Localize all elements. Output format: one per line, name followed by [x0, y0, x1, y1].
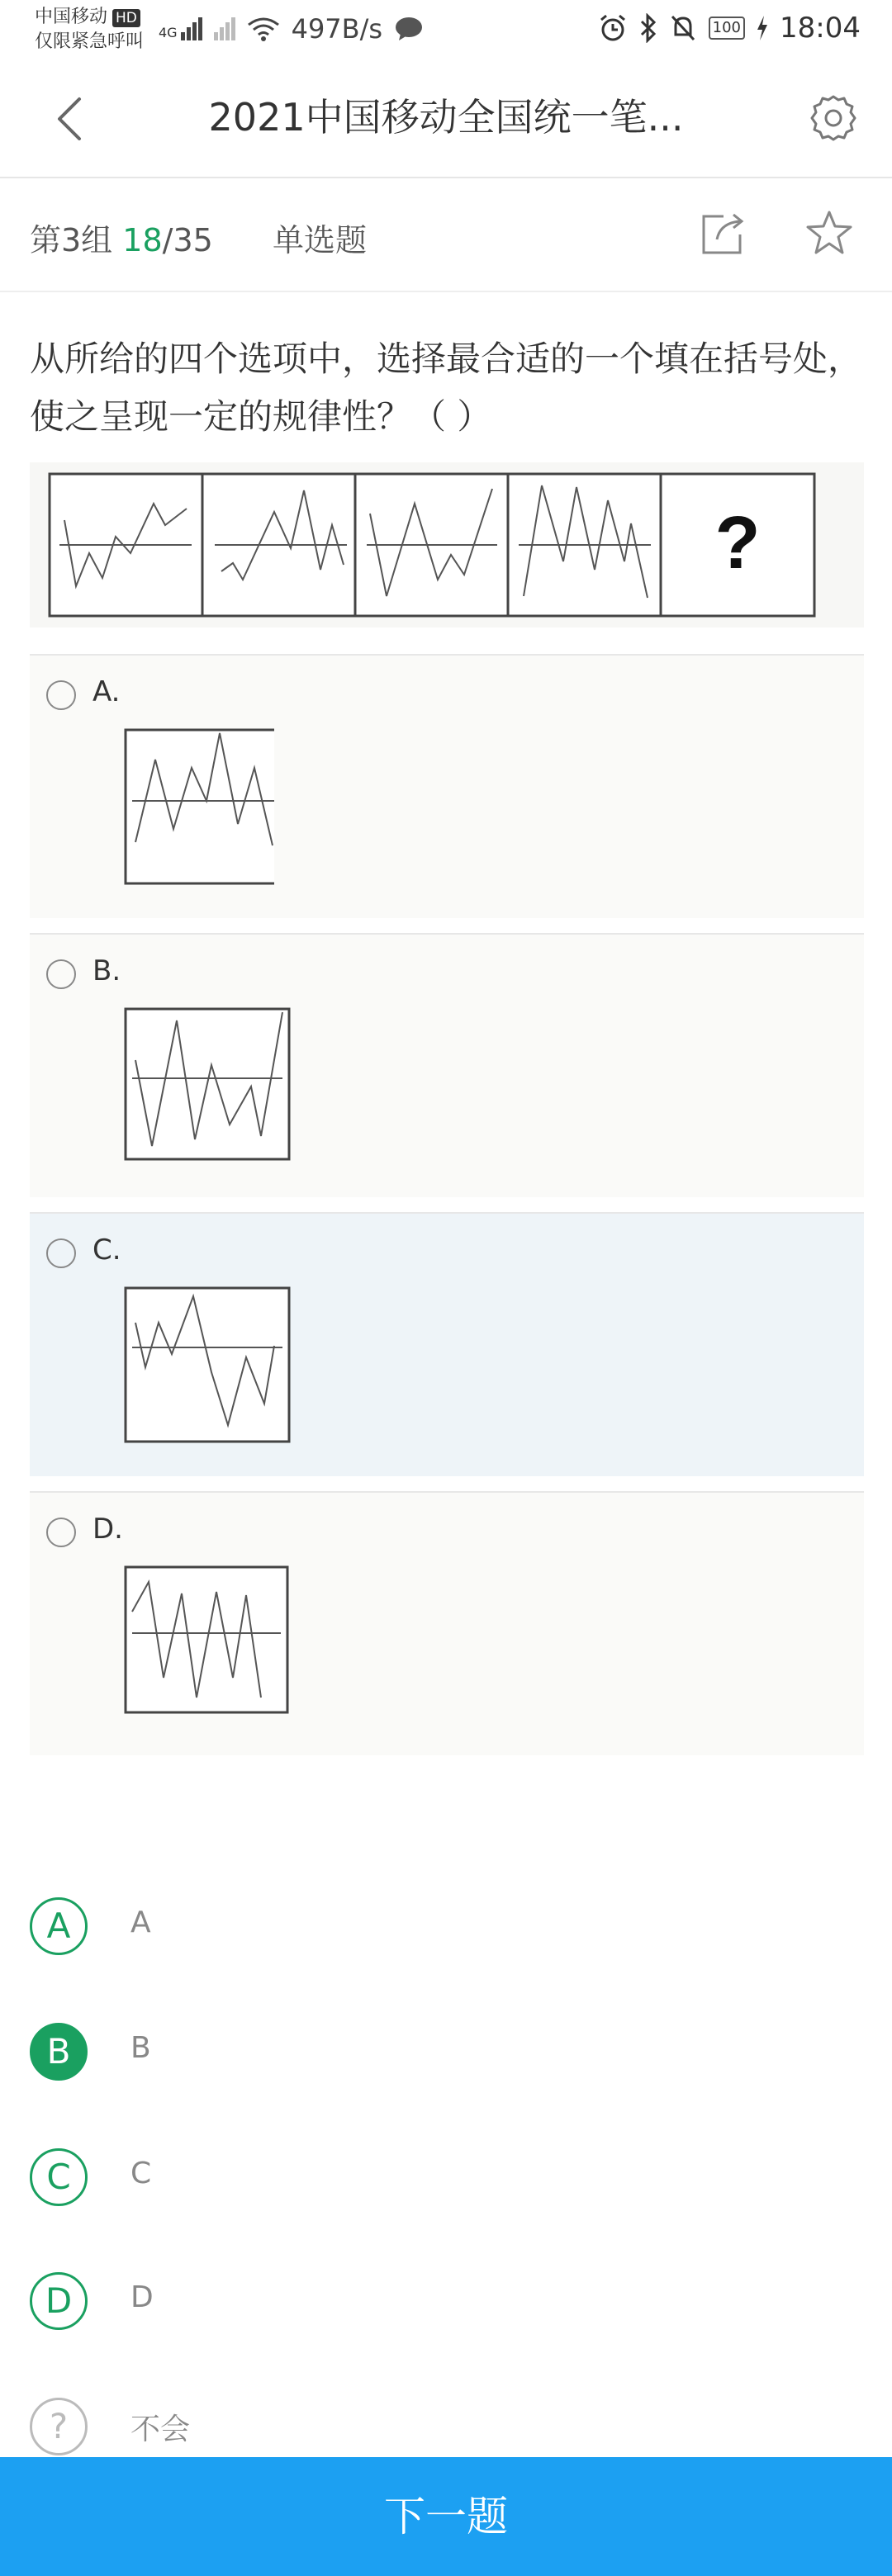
option-label: A. [93, 675, 121, 708]
page-title: 2021中国移动全国统一笔... [208, 95, 684, 140]
option-label: B. [93, 954, 121, 987]
next-question-button[interactable]: 下一题 [0, 2457, 892, 2576]
bluetooth-icon [639, 13, 657, 43]
answer-d[interactable] [30, 2272, 443, 2338]
wifi-icon [247, 17, 280, 41]
answer-b-label: B [130, 2031, 151, 2065]
question-progress [30, 215, 213, 260]
status-right [598, 12, 861, 45]
group-label: 第3组 [30, 222, 113, 258]
answer-c-circle[interactable]: C [30, 2148, 88, 2206]
answer-d-circle[interactable]: D [30, 2272, 88, 2330]
back-arrow-icon[interactable] [48, 94, 97, 144]
alarm-icon [598, 13, 628, 43]
option-b[interactable] [30, 933, 864, 1197]
radio-a[interactable] [46, 680, 76, 710]
option-b-figure [93, 1001, 291, 1166]
question-text: 从所给的四个选项中，选择最合适的一个填在括号处，使之呈现一定的规律性？（ ） [30, 339, 863, 437]
network-speed: 497B/s [291, 13, 383, 45]
radio-b[interactable] [46, 959, 76, 989]
network-icons [159, 13, 424, 45]
question-info-bar [0, 178, 892, 292]
mute-icon [669, 13, 697, 43]
option-c-figure [93, 1280, 291, 1445]
radio-d[interactable] [46, 1518, 76, 1547]
answer-b-circle[interactable]: B [30, 2023, 88, 2081]
emergency-text: 仅限紧急呼叫 [35, 31, 145, 52]
answer-c[interactable] [30, 2148, 443, 2214]
carrier-name: 中国移动 [35, 7, 108, 27]
option-a-figure [93, 722, 274, 887]
total-questions: /35 [162, 222, 213, 258]
clock: 18:04 [780, 12, 861, 45]
current-question-number: 18 [122, 222, 163, 258]
answer-unknown[interactable] [30, 2398, 443, 2464]
answer-a[interactable] [30, 1897, 443, 1963]
gear-icon[interactable] [808, 92, 859, 144]
answer-unknown-label: 不会 [130, 2413, 191, 2446]
hd-badge: HD [112, 9, 140, 27]
question-type: 单选题 [273, 222, 368, 258]
option-d[interactable] [30, 1491, 864, 1755]
battery-icon: 100 [709, 17, 745, 40]
question-mark-icon[interactable]: ? [30, 2398, 88, 2455]
carrier-info [35, 5, 144, 54]
answer-c-label: C [130, 2157, 152, 2190]
option-label: C. [93, 1234, 121, 1267]
signal-empty-icon [214, 17, 235, 40]
question-figure [30, 462, 864, 627]
option-c[interactable] [30, 1212, 864, 1476]
answer-a-label: A [130, 1906, 151, 1939]
answer-d-label: D [130, 2280, 154, 2314]
unknown-mark: ? [714, 502, 761, 585]
option-d-figure [93, 1559, 291, 1724]
signal-4g-icon [159, 17, 202, 40]
app-header [0, 69, 892, 178]
share-icon[interactable] [699, 210, 747, 258]
radio-c[interactable] [46, 1238, 76, 1268]
answer-a-circle[interactable]: A [30, 1897, 88, 1955]
status-bar [0, 0, 892, 69]
favorite-star-icon[interactable] [804, 208, 854, 258]
answer-b[interactable] [30, 2023, 443, 2089]
option-label: D. [93, 1513, 123, 1546]
charging-icon [757, 16, 768, 40]
message-icon [394, 16, 424, 42]
option-a[interactable] [30, 654, 864, 918]
net-type-label: 4G [159, 25, 178, 40]
